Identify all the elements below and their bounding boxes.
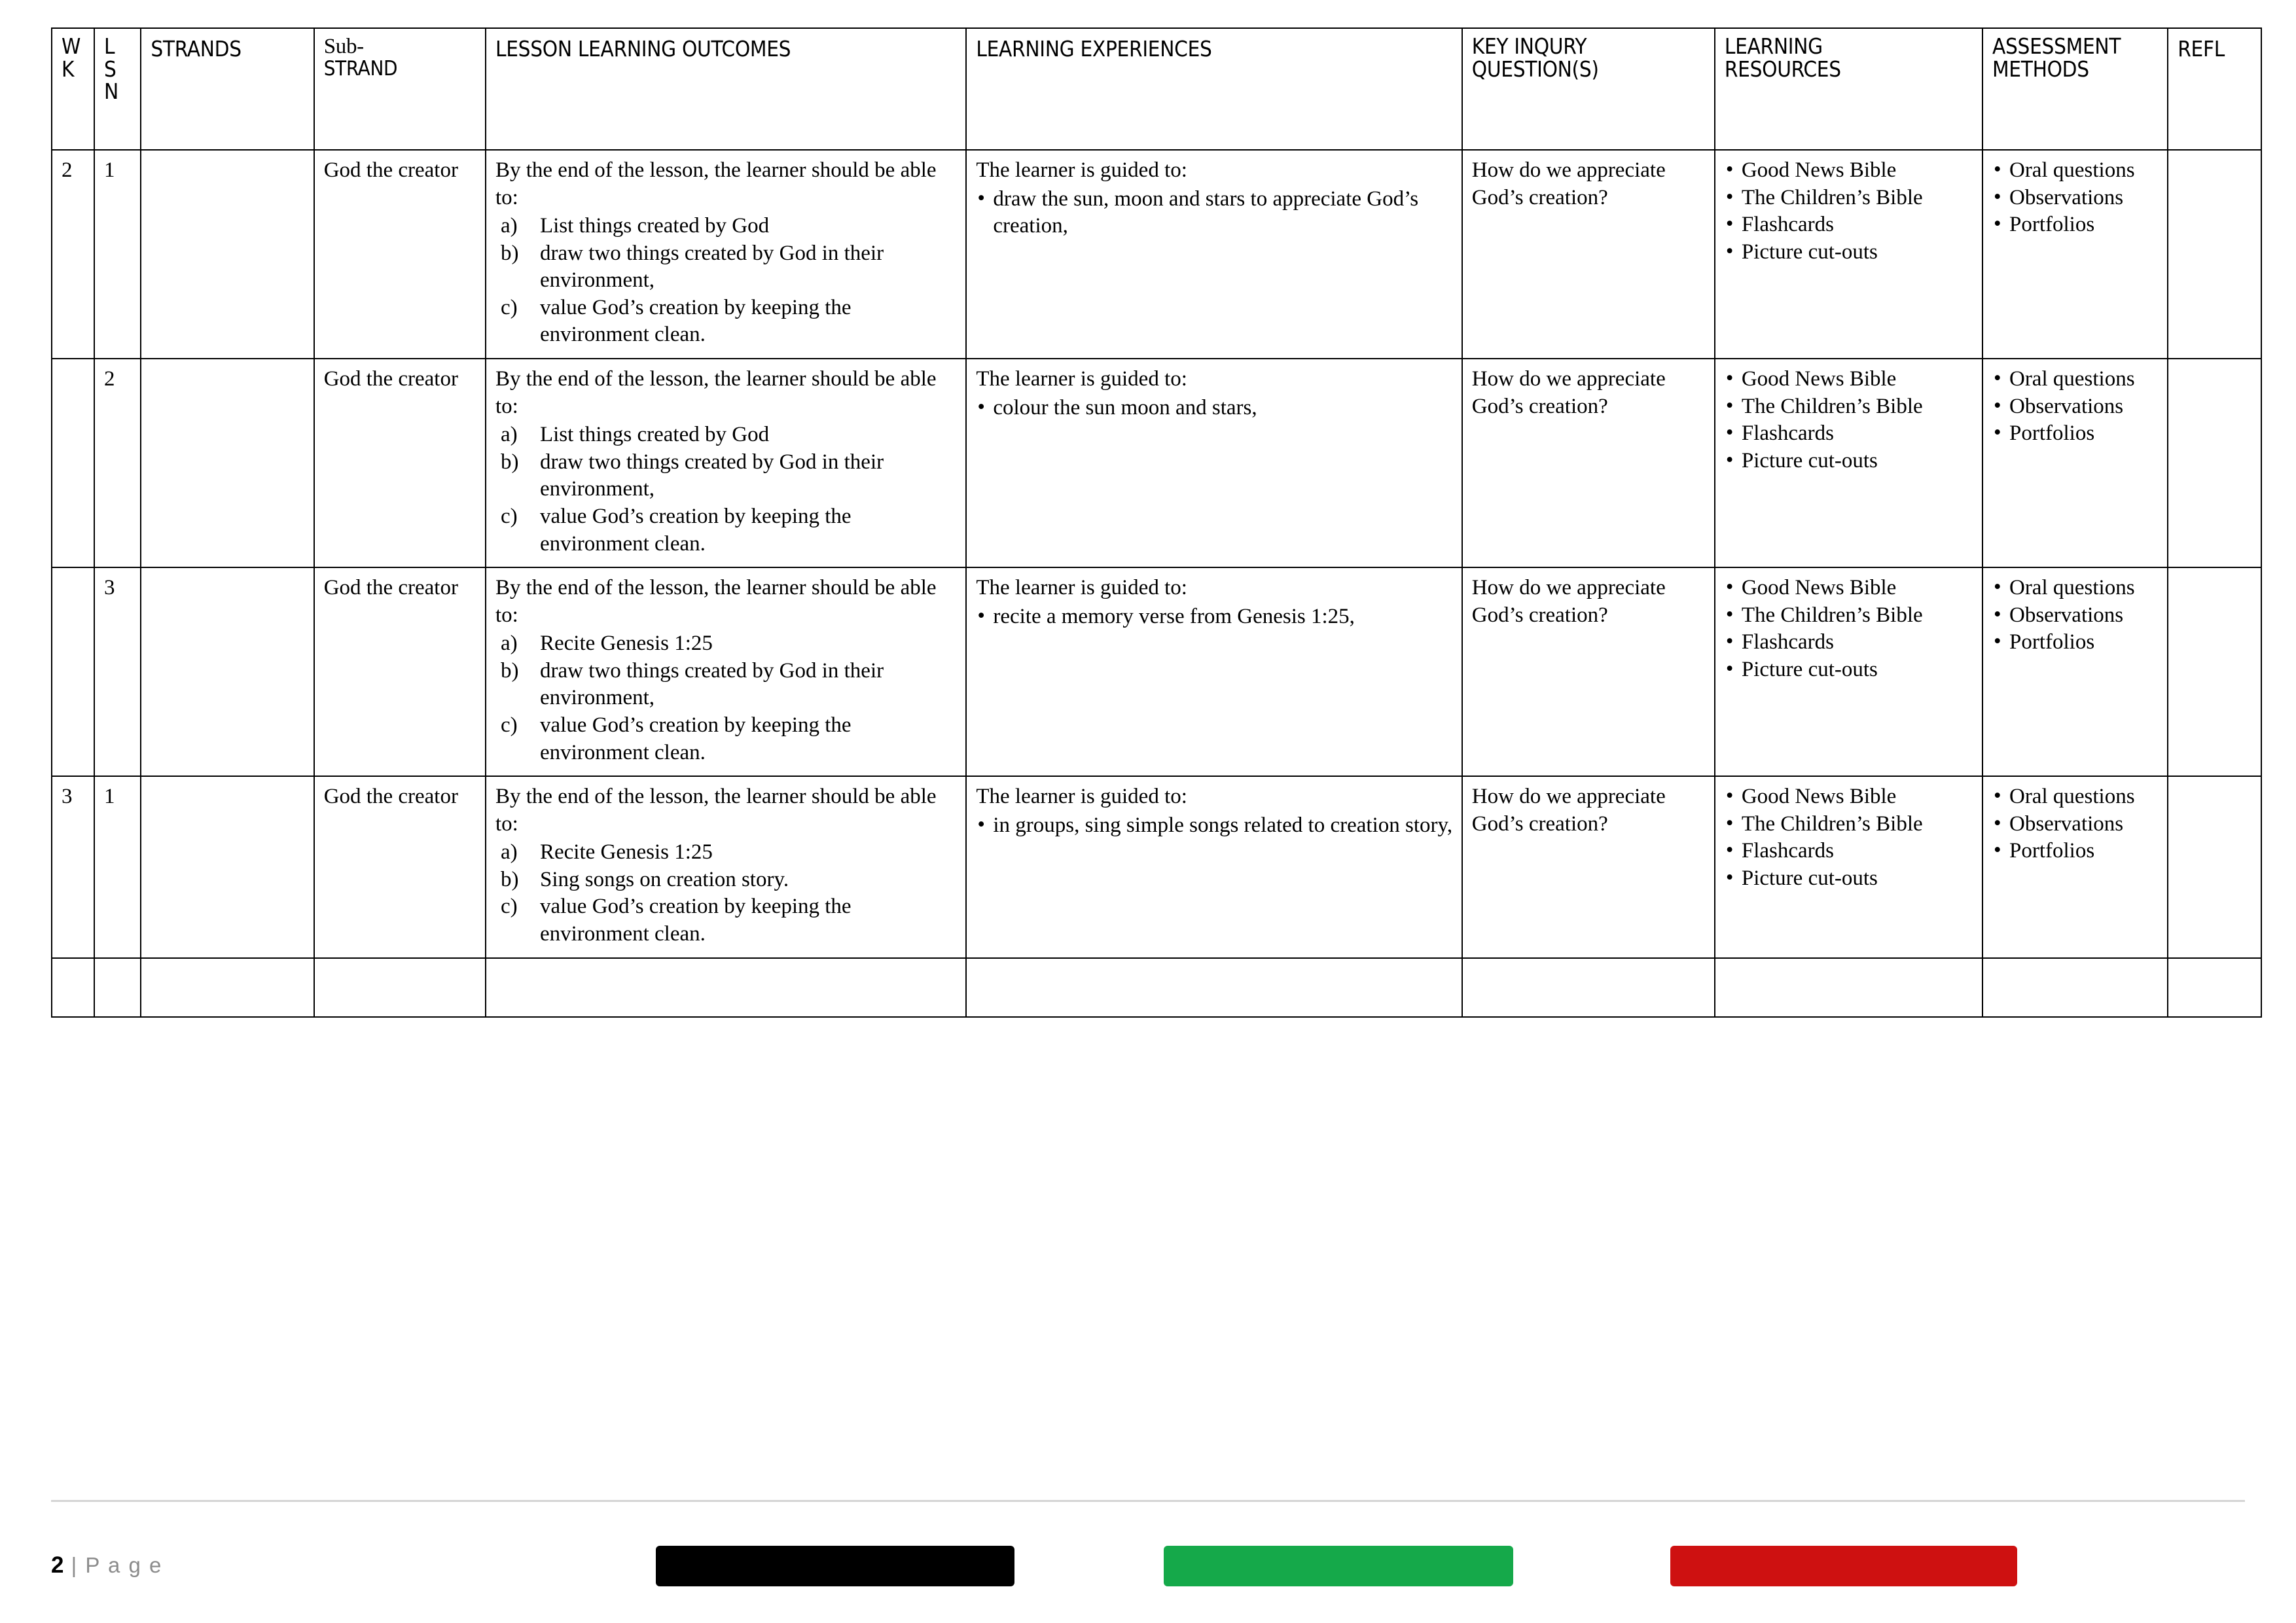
footer-bar-black xyxy=(656,1546,1014,1586)
outcome-item: value God’s creation by keeping the environment clean. xyxy=(539,295,852,347)
resources-list xyxy=(1725,157,1974,266)
resource-item: • Picture cut-outs xyxy=(1725,865,1974,893)
experiences-intro: The learner is guided to: xyxy=(976,576,1187,600)
cell-assessment-methods xyxy=(1982,150,2168,359)
resource-item: • The Children’s Bible xyxy=(1725,185,1974,212)
assessment-item: • Observations xyxy=(1992,393,2159,421)
experiences-list xyxy=(976,186,1453,240)
footer-bar-green xyxy=(1164,1546,1513,1586)
assessment-item: • Observations xyxy=(1992,602,2159,630)
table-row-empty xyxy=(52,958,2261,1017)
outcome-item: value God’s creation by keeping the environment clean. xyxy=(539,504,852,556)
header-lesson-learning-outcomes: LESSON LEARNING OUTCOMES xyxy=(486,28,966,150)
experience-item: • draw the sun, moon and stars to appreciate God’s creation, xyxy=(976,186,1453,240)
cell-sub-strand: God the creator xyxy=(314,359,486,567)
resource-item: • Good News Bible xyxy=(1725,783,1974,811)
cell-lesson-learning-outcomes xyxy=(486,359,966,567)
experiences-intro: The learner is guided to: xyxy=(976,158,1187,182)
assessment-item: • Portfolios xyxy=(1992,838,2159,865)
cell-strands xyxy=(141,359,314,567)
cell-learning-resources xyxy=(1715,359,1982,567)
cell-refl xyxy=(2168,776,2261,957)
outcomes-intro: By the end of the lesson, the learner should be able to: xyxy=(495,576,937,627)
experience-item: • in groups, sing simple songs related to creation story, xyxy=(976,812,1453,840)
scheme-of-work-table xyxy=(51,27,2262,1018)
header-assessment-methods-line1: ASSESSMENT xyxy=(1992,33,2121,59)
outcome-item: value God’s creation by keeping the environment clean. xyxy=(539,713,852,764)
cell-wk xyxy=(52,359,94,567)
experiences-list xyxy=(976,395,1453,422)
header-wk-line2: K xyxy=(62,56,75,82)
outcome-item: List things created by God xyxy=(539,423,770,447)
header-lsn xyxy=(94,28,141,150)
experiences-list xyxy=(976,603,1453,631)
cell-strands xyxy=(141,567,314,776)
table-row xyxy=(52,150,2261,359)
header-learning-resources-line1: LEARNING xyxy=(1724,33,1823,59)
page-footer xyxy=(0,1500,2296,1623)
cell-sub-strand: God the creator xyxy=(314,150,486,359)
header-sub-strand xyxy=(314,28,486,150)
table-row xyxy=(52,776,2261,957)
cell-assessment-methods xyxy=(1982,958,2168,1017)
assessment-item: • Oral questions xyxy=(1992,783,2159,811)
resource-item: • Picture cut-outs xyxy=(1725,448,1974,475)
table-header-row xyxy=(52,28,2261,150)
header-learning-resources-line2: RESOURCES xyxy=(1724,56,1841,82)
resources-list xyxy=(1725,783,1974,892)
header-refl: REFL xyxy=(2168,28,2261,150)
cell-lesson-learning-outcomes xyxy=(486,958,966,1017)
cell-key-inquiry-question: How do we appreciate God’s creation? xyxy=(1462,150,1715,359)
outcome-item: draw two things created by God in their environment, xyxy=(539,241,884,293)
cell-assessment-methods xyxy=(1982,567,2168,776)
header-sub-strand-line2: STRAND xyxy=(323,56,398,80)
cell-refl xyxy=(2168,567,2261,776)
cell-learning-experiences xyxy=(966,359,1462,567)
experience-item: • recite a memory verse from Genesis 1:25, xyxy=(976,603,1453,631)
resource-item: • Picture cut-outs xyxy=(1725,239,1974,266)
outcomes-list xyxy=(495,213,958,349)
resources-list xyxy=(1725,575,1974,683)
assessment-list xyxy=(1992,366,2159,448)
assessment-item: • Oral questions xyxy=(1992,575,2159,602)
outcomes-list xyxy=(495,421,958,558)
outcomes-intro: By the end of the lesson, the learner should be able to: xyxy=(495,785,937,836)
header-assessment-methods-line2: METHODS xyxy=(1992,56,2089,82)
cell-wk xyxy=(52,567,94,776)
assessment-item: • Portfolios xyxy=(1992,211,2159,239)
cell-wk xyxy=(52,958,94,1017)
experiences-intro: The learner is guided to: xyxy=(976,367,1187,391)
outcomes-list xyxy=(495,630,958,766)
page-number xyxy=(51,1552,162,1578)
footer-bar-red xyxy=(1670,1546,2017,1586)
cell-refl xyxy=(2168,359,2261,567)
resources-list xyxy=(1725,366,1974,474)
header-assessment-methods xyxy=(1982,28,2168,150)
resource-item: • Flashcards xyxy=(1725,838,1974,865)
header-key-inquiry-questions xyxy=(1462,28,1715,150)
assessment-list xyxy=(1992,575,2159,656)
cell-lsn xyxy=(94,958,141,1017)
header-key-inquiry-line2: QUESTION(S) xyxy=(1471,56,1599,82)
resource-item: • The Children’s Bible xyxy=(1725,811,1974,838)
cell-strands xyxy=(141,150,314,359)
experiences-list xyxy=(976,812,1453,840)
assessment-item: • Oral questions xyxy=(1992,366,2159,393)
cell-key-inquiry-question: How do we appreciate God’s creation? xyxy=(1462,776,1715,957)
assessment-item: • Observations xyxy=(1992,811,2159,838)
resource-item: • The Children’s Bible xyxy=(1725,602,1974,630)
resource-item: • Good News Bible xyxy=(1725,366,1974,393)
cell-key-inquiry-question: How do we appreciate God’s creation? xyxy=(1462,359,1715,567)
resource-item: • Picture cut-outs xyxy=(1725,656,1974,684)
resource-item: • Good News Bible xyxy=(1725,157,1974,185)
header-sub-strand-line1: Sub- xyxy=(323,35,364,58)
resource-item: • Good News Bible xyxy=(1725,575,1974,602)
cell-learning-experiences xyxy=(966,776,1462,957)
cell-learning-resources xyxy=(1715,958,1982,1017)
table-row xyxy=(52,567,2261,776)
cell-strands xyxy=(141,958,314,1017)
cell-refl xyxy=(2168,958,2261,1017)
header-learning-experiences: LEARNING EXPERIENCES xyxy=(966,28,1462,150)
scheme-of-work-table-wrapper xyxy=(51,27,2262,1018)
experiences-intro: The learner is guided to: xyxy=(976,785,1187,809)
cell-key-inquiry-question xyxy=(1462,958,1715,1017)
assessment-item: • Oral questions xyxy=(1992,157,2159,185)
cell-wk: 2 xyxy=(52,150,94,359)
assessment-item: • Observations xyxy=(1992,185,2159,212)
cell-sub-strand: God the creator xyxy=(314,567,486,776)
outcome-item: draw two things created by God in their environment, xyxy=(539,450,884,501)
page-number-label: | P a g e xyxy=(71,1553,163,1577)
cell-learning-resources xyxy=(1715,776,1982,957)
header-lsn-line3: N xyxy=(104,79,118,105)
cell-assessment-methods xyxy=(1982,776,2168,957)
cell-learning-resources xyxy=(1715,150,1982,359)
assessment-list xyxy=(1992,157,2159,239)
table-row xyxy=(52,359,2261,567)
cell-key-inquiry-question: How do we appreciate God’s creation? xyxy=(1462,567,1715,776)
outcome-item: Recite Genesis 1:25 xyxy=(539,840,713,865)
cell-lesson-learning-outcomes xyxy=(486,150,966,359)
cell-learning-resources xyxy=(1715,567,1982,776)
assessment-item: • Portfolios xyxy=(1992,420,2159,448)
resource-item: • The Children’s Bible xyxy=(1725,393,1974,421)
header-learning-resources xyxy=(1715,28,1982,150)
outcome-item: Recite Genesis 1:25 xyxy=(539,632,713,656)
cell-lesson-learning-outcomes xyxy=(486,776,966,957)
cell-strands xyxy=(141,776,314,957)
header-lsn-line1: L xyxy=(104,33,115,59)
resource-item: • Flashcards xyxy=(1725,629,1974,656)
outcome-item: value God’s creation by keeping the environment clean. xyxy=(539,895,852,946)
cell-sub-strand: God the creator xyxy=(314,776,486,957)
outcome-item: Sing songs on creation story. xyxy=(539,867,789,891)
header-key-inquiry-line1: KEY INQURY xyxy=(1471,33,1587,59)
resource-item: • Flashcards xyxy=(1725,211,1974,239)
cell-assessment-methods xyxy=(1982,359,2168,567)
header-wk xyxy=(52,28,94,150)
cell-learning-experiences xyxy=(966,567,1462,776)
outcomes-intro: By the end of the lesson, the learner should be able to: xyxy=(495,367,937,418)
cell-learning-experiences xyxy=(966,958,1462,1017)
cell-sub-strand xyxy=(314,958,486,1017)
outcome-item: draw two things created by God in their environment, xyxy=(539,658,884,710)
footer-divider xyxy=(51,1500,2245,1502)
cell-lsn: 2 xyxy=(94,359,141,567)
cell-refl xyxy=(2168,150,2261,359)
page-number-value: 2 xyxy=(51,1552,64,1578)
cell-lsn: 1 xyxy=(94,776,141,957)
header-strands: STRANDS xyxy=(141,28,314,150)
cell-lsn: 1 xyxy=(94,150,141,359)
cell-lsn: 3 xyxy=(94,567,141,776)
outcomes-intro: By the end of the lesson, the learner should be able to: xyxy=(495,158,937,209)
experience-item: • colour the sun moon and stars, xyxy=(976,395,1453,422)
assessment-item: • Portfolios xyxy=(1992,629,2159,656)
outcome-item: List things created by God xyxy=(539,214,770,238)
cell-wk: 3 xyxy=(52,776,94,957)
header-wk-line1: W xyxy=(62,33,81,59)
header-lsn-line2: S xyxy=(104,56,117,82)
outcomes-list xyxy=(495,839,958,948)
cell-learning-experiences xyxy=(966,150,1462,359)
resource-item: • Flashcards xyxy=(1725,420,1974,448)
assessment-list xyxy=(1992,783,2159,865)
cell-lesson-learning-outcomes xyxy=(486,567,966,776)
